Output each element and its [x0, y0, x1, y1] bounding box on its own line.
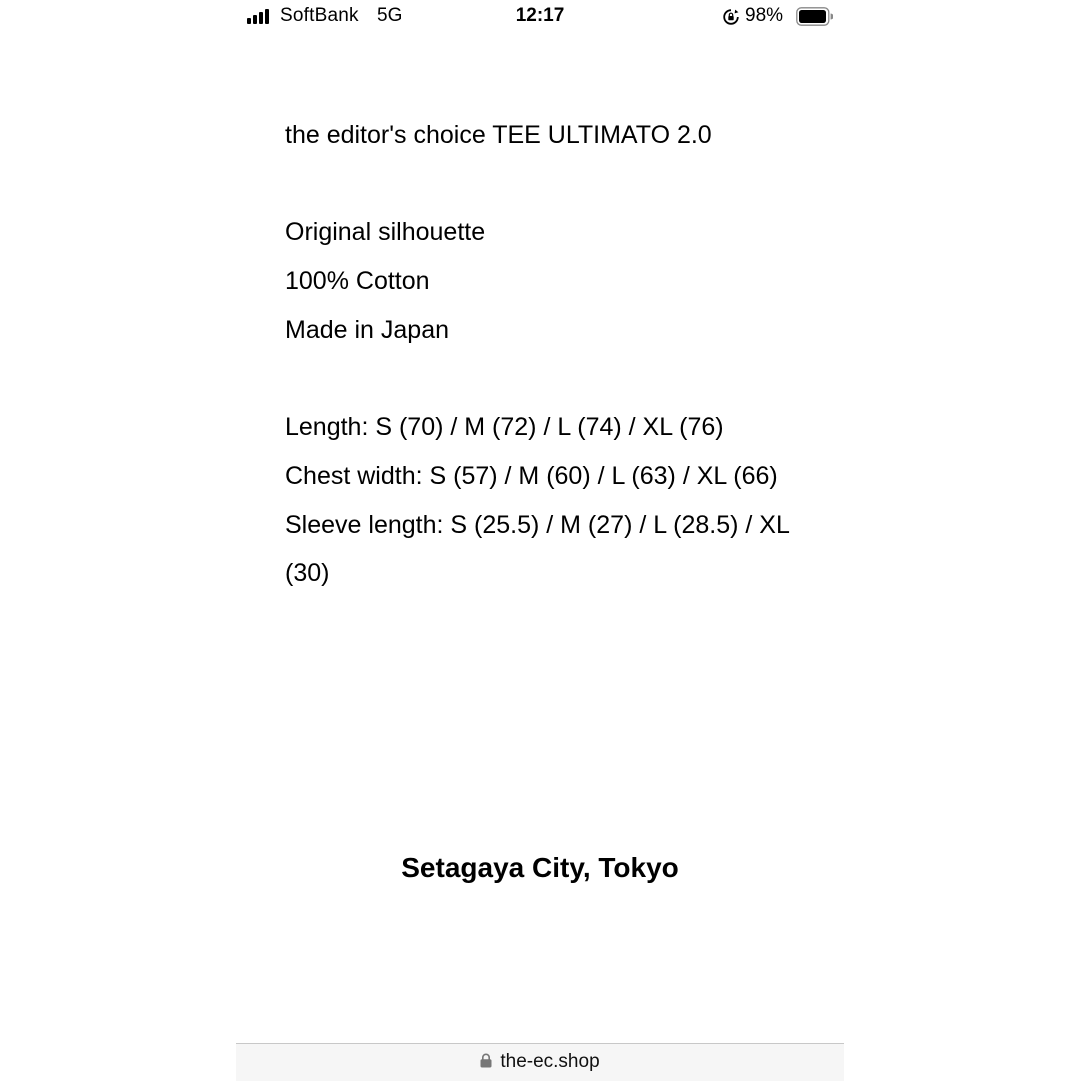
store-location: Setagaya City, Tokyo: [401, 852, 679, 883]
battery-percentage: 98%: [745, 5, 784, 26]
feature-item: Made in Japan: [285, 315, 450, 344]
size-chest-width: Chest width: S (57) / M (60) / L (63) / XL (66): [285, 461, 778, 490]
address-bar[interactable]: [236, 1043, 844, 1081]
url-text[interactable]: the-ec.shop: [500, 1051, 600, 1072]
feature-item: Original silhouette: [285, 218, 486, 247]
network-type: 5G: [377, 5, 403, 26]
product-title: the editor's choice TEE ULTIMATO 2.0: [285, 121, 712, 149]
rotation-lock-icon: [722, 8, 740, 26]
feature-item: 100% Cotton: [285, 267, 430, 296]
carrier-name: SoftBank: [280, 5, 359, 26]
lock-icon: [480, 1053, 492, 1068]
battery-icon: [796, 7, 833, 26]
phone-screen: [236, 0, 844, 1080]
size-sleeve-length: Sleeve length: S (25.5) / M (27) / L (28.5) / XL (30): [285, 510, 789, 588]
status-time: 12:17: [515, 5, 565, 26]
product-description: [285, 111, 805, 598]
size-length: Length: S (70) / M (72) / L (74) / XL (76): [285, 413, 724, 442]
status-bar: [236, 0, 844, 34]
